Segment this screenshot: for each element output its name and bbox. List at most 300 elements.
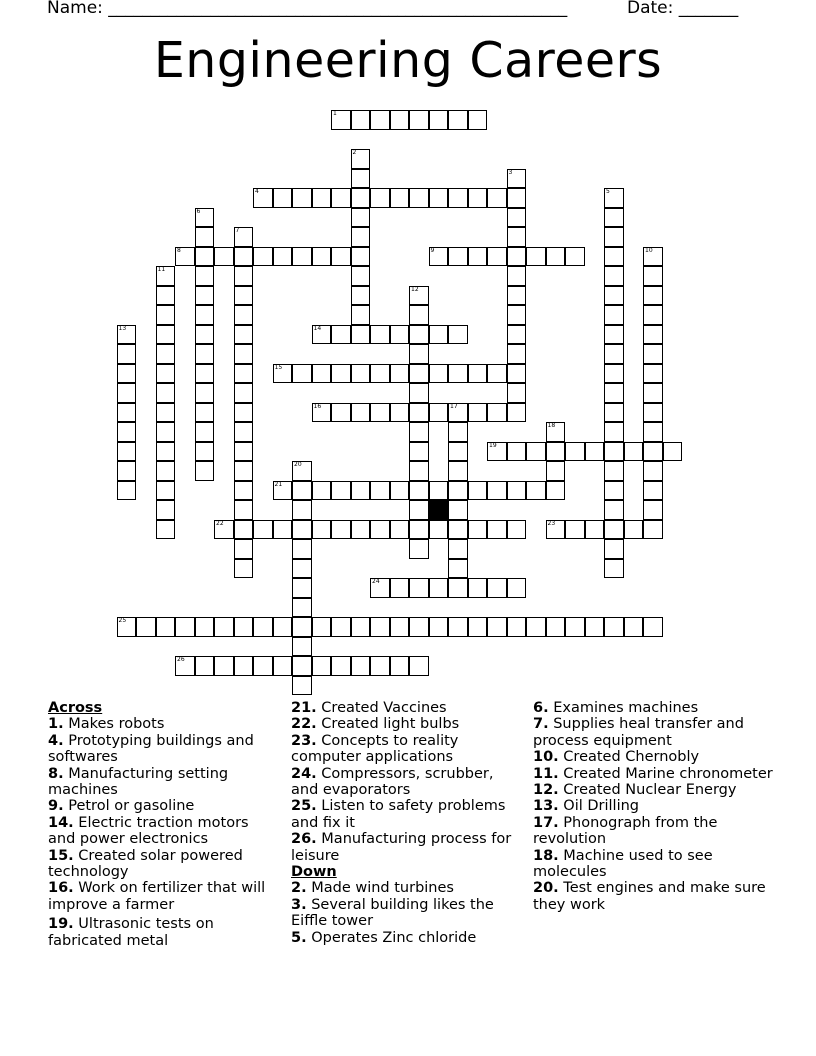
grid-cell[interactable] xyxy=(448,188,468,208)
grid-cell[interactable] xyxy=(585,442,605,462)
grid-cell[interactable] xyxy=(604,500,624,520)
grid-cell[interactable] xyxy=(273,188,293,208)
grid-cell[interactable] xyxy=(604,520,624,540)
grid-cell[interactable] xyxy=(195,208,215,228)
grid-cell[interactable] xyxy=(331,520,351,540)
cell-number: 2 xyxy=(352,149,357,156)
grid-cell[interactable] xyxy=(292,578,312,598)
grid-cell[interactable] xyxy=(604,305,624,325)
grid-cell[interactable] xyxy=(604,422,624,442)
grid-cell[interactable] xyxy=(546,247,566,267)
grid-cell[interactable] xyxy=(507,325,527,345)
grid-cell[interactable] xyxy=(292,188,312,208)
grid-cell[interactable] xyxy=(448,422,468,442)
grid-cell[interactable] xyxy=(487,188,507,208)
grid-cell[interactable] xyxy=(292,617,312,637)
grid-cell[interactable] xyxy=(409,461,429,481)
grid-cell[interactable] xyxy=(312,520,332,540)
grid-cell[interactable] xyxy=(117,422,137,442)
grid-cell[interactable] xyxy=(409,403,429,423)
grid-cell[interactable] xyxy=(565,442,585,462)
grid-cell[interactable] xyxy=(565,247,585,267)
grid-cell[interactable] xyxy=(448,442,468,462)
grid-cell[interactable] xyxy=(234,422,254,442)
grid-cell[interactable] xyxy=(507,481,527,501)
grid-cell[interactable] xyxy=(292,481,312,501)
grid-cell[interactable] xyxy=(429,364,449,384)
grid-cell[interactable] xyxy=(156,500,176,520)
grid-cell[interactable] xyxy=(507,383,527,403)
grid-cell[interactable] xyxy=(351,325,371,345)
grid-cell[interactable] xyxy=(234,539,254,559)
grid-cell[interactable] xyxy=(117,442,137,462)
grid-cell[interactable] xyxy=(643,325,663,345)
grid-cell[interactable] xyxy=(312,364,332,384)
grid-cell[interactable] xyxy=(409,344,429,364)
grid-cell[interactable] xyxy=(643,422,663,442)
grid-cell[interactable] xyxy=(390,110,410,130)
grid-cell[interactable] xyxy=(643,520,663,540)
grid-cell[interactable] xyxy=(526,481,546,501)
grid-cell[interactable] xyxy=(195,656,215,676)
grid-cell[interactable] xyxy=(565,617,585,637)
grid-cell[interactable] xyxy=(468,188,488,208)
grid-cell[interactable] xyxy=(351,247,371,267)
grid-cell[interactable] xyxy=(117,481,137,501)
grid-cell[interactable] xyxy=(409,481,429,501)
grid-cell[interactable] xyxy=(195,617,215,637)
grid-cell[interactable] xyxy=(409,364,429,384)
grid-cell[interactable] xyxy=(156,520,176,540)
grid-cell[interactable] xyxy=(195,305,215,325)
grid-cell[interactable] xyxy=(292,539,312,559)
grid-cell[interactable] xyxy=(390,364,410,384)
grid-cell[interactable] xyxy=(351,188,371,208)
grid-cell[interactable] xyxy=(546,442,566,462)
grid-cell[interactable] xyxy=(214,656,234,676)
grid-cell[interactable] xyxy=(331,403,351,423)
grid-cell[interactable] xyxy=(468,578,488,598)
grid-cell[interactable] xyxy=(643,305,663,325)
grid-cell[interactable] xyxy=(331,110,351,130)
grid-cell[interactable] xyxy=(604,325,624,345)
grid-cell[interactable] xyxy=(253,520,273,540)
grid-cell[interactable] xyxy=(487,247,507,267)
grid-cell[interactable] xyxy=(643,286,663,306)
grid-cell[interactable] xyxy=(643,266,663,286)
grid-cell[interactable] xyxy=(234,305,254,325)
cell-number: 3 xyxy=(508,168,513,176)
grid-cell[interactable] xyxy=(370,656,390,676)
grid-cell[interactable] xyxy=(448,559,468,579)
grid-cell[interactable] xyxy=(351,110,371,130)
grid-cell[interactable] xyxy=(312,325,332,345)
grid-cell[interactable] xyxy=(214,617,234,637)
grid-cell[interactable] xyxy=(156,286,176,306)
grid-cell[interactable] xyxy=(253,656,273,676)
grid-cell[interactable] xyxy=(195,442,215,462)
cell-number: 7 xyxy=(235,227,240,234)
grid-cell[interactable] xyxy=(370,617,390,637)
grid-cell[interactable] xyxy=(195,227,215,247)
grid-cell[interactable] xyxy=(195,286,215,306)
grid-cell[interactable] xyxy=(214,247,234,267)
grid-cell[interactable] xyxy=(585,520,605,540)
grid-cell[interactable] xyxy=(331,188,351,208)
grid-cell[interactable] xyxy=(351,305,371,325)
grid-cell[interactable] xyxy=(429,481,449,501)
grid-cell[interactable] xyxy=(448,403,468,423)
grid-cell[interactable] xyxy=(234,266,254,286)
grid-cell[interactable] xyxy=(448,500,468,520)
grid-cell[interactable] xyxy=(429,325,449,345)
grid-cell[interactable] xyxy=(156,344,176,364)
grid-cell[interactable] xyxy=(195,383,215,403)
grid-cell[interactable] xyxy=(351,266,371,286)
grid-cell[interactable] xyxy=(604,442,624,462)
grid-cell[interactable] xyxy=(604,208,624,228)
grid-cell[interactable] xyxy=(156,266,176,286)
grid-cell[interactable] xyxy=(156,461,176,481)
grid-cell[interactable] xyxy=(175,247,195,267)
grid-cell[interactable] xyxy=(468,403,488,423)
grid-cell[interactable] xyxy=(604,481,624,501)
grid-cell[interactable] xyxy=(487,481,507,501)
grid-cell[interactable] xyxy=(156,364,176,384)
grid-cell[interactable] xyxy=(507,520,527,540)
grid-cell[interactable] xyxy=(351,520,371,540)
grid-cell[interactable] xyxy=(370,110,390,130)
grid-cell[interactable] xyxy=(292,559,312,579)
grid-cell[interactable] xyxy=(507,578,527,598)
grid-cell[interactable] xyxy=(604,383,624,403)
grid-cell[interactable] xyxy=(292,520,312,540)
grid-cell[interactable] xyxy=(370,188,390,208)
grid-cell[interactable] xyxy=(468,481,488,501)
grid-cell[interactable] xyxy=(292,247,312,267)
grid-cell[interactable] xyxy=(234,344,254,364)
grid-cell[interactable] xyxy=(487,617,507,637)
grid-cell[interactable] xyxy=(234,500,254,520)
grid-cell[interactable] xyxy=(507,305,527,325)
grid-cell[interactable] xyxy=(273,617,293,637)
grid-cell[interactable] xyxy=(448,481,468,501)
grid-cell[interactable] xyxy=(448,247,468,267)
grid-cell[interactable] xyxy=(195,325,215,345)
grid-cell[interactable] xyxy=(409,656,429,676)
grid-cell[interactable] xyxy=(643,344,663,364)
grid-cell[interactable] xyxy=(351,403,371,423)
grid-cell[interactable] xyxy=(214,520,234,540)
grid-cell[interactable] xyxy=(546,520,566,540)
grid-cell[interactable] xyxy=(234,559,254,579)
grid-cell[interactable] xyxy=(273,247,293,267)
grid-cell[interactable] xyxy=(351,208,371,228)
grid-cell[interactable] xyxy=(292,598,312,618)
grid-cell[interactable] xyxy=(390,188,410,208)
grid-cell[interactable] xyxy=(409,325,429,345)
grid-cell[interactable] xyxy=(234,461,254,481)
grid-cell[interactable] xyxy=(331,481,351,501)
clue-down-18: 18. Machine used to see molecules xyxy=(533,847,713,881)
grid-cell[interactable] xyxy=(487,442,507,462)
grid-cell[interactable] xyxy=(468,520,488,540)
grid-cell[interactable] xyxy=(156,442,176,462)
grid-cell[interactable] xyxy=(546,617,566,637)
grid-cell[interactable] xyxy=(487,364,507,384)
grid-cell[interactable] xyxy=(195,461,215,481)
grid-cell[interactable] xyxy=(331,325,351,345)
grid-cell[interactable] xyxy=(643,403,663,423)
grid-cell[interactable] xyxy=(312,617,332,637)
grid-cell[interactable] xyxy=(253,617,273,637)
grid-cell[interactable] xyxy=(351,617,371,637)
grid-cell[interactable] xyxy=(351,169,371,189)
grid-cell[interactable] xyxy=(390,656,410,676)
grid-cell[interactable] xyxy=(156,383,176,403)
grid-cell[interactable] xyxy=(624,520,644,540)
grid-cell[interactable] xyxy=(156,403,176,423)
grid-cell[interactable] xyxy=(604,364,624,384)
grid-cell[interactable] xyxy=(234,383,254,403)
grid-cell[interactable] xyxy=(429,247,449,267)
grid-cell[interactable] xyxy=(507,364,527,384)
grid-cell[interactable] xyxy=(604,266,624,286)
grid-cell[interactable] xyxy=(507,227,527,247)
grid-cell[interactable] xyxy=(234,227,254,247)
grid-cell[interactable] xyxy=(429,617,449,637)
grid-cell[interactable] xyxy=(409,383,429,403)
grid-cell[interactable] xyxy=(292,656,312,676)
grid-cell[interactable] xyxy=(117,617,137,637)
grid-cell[interactable] xyxy=(604,403,624,423)
grid-cell[interactable] xyxy=(156,617,176,637)
grid-cell[interactable] xyxy=(234,617,254,637)
grid-cell[interactable] xyxy=(585,617,605,637)
grid-cell[interactable] xyxy=(448,520,468,540)
grid-cell[interactable] xyxy=(234,442,254,462)
grid-cell[interactable] xyxy=(253,188,273,208)
grid-cell[interactable] xyxy=(117,344,137,364)
grid-cell[interactable] xyxy=(604,227,624,247)
grid-cell[interactable] xyxy=(429,520,449,540)
grid-cell[interactable] xyxy=(429,578,449,598)
clue-across-4: 4. Prototyping buildings and softwares xyxy=(48,732,254,766)
grid-cell[interactable] xyxy=(195,247,215,267)
grid-cell[interactable] xyxy=(312,247,332,267)
grid-cell[interactable] xyxy=(409,305,429,325)
grid-cell[interactable] xyxy=(234,247,254,267)
grid-cell[interactable] xyxy=(370,364,390,384)
grid-cell[interactable] xyxy=(331,247,351,267)
grid-cell[interactable] xyxy=(546,481,566,501)
grid-cell[interactable] xyxy=(331,617,351,637)
grid-cell[interactable] xyxy=(643,247,663,267)
grid-cell[interactable] xyxy=(156,422,176,442)
grid-cell[interactable] xyxy=(448,539,468,559)
date-label: Date: xyxy=(627,0,674,18)
grid-cell[interactable] xyxy=(117,461,137,481)
grid-cell[interactable] xyxy=(448,364,468,384)
grid-cell[interactable] xyxy=(234,403,254,423)
grid-cell[interactable] xyxy=(507,617,527,637)
grid-cell[interactable] xyxy=(117,403,137,423)
grid-cell[interactable] xyxy=(429,110,449,130)
grid-cell[interactable] xyxy=(390,325,410,345)
grid-cell[interactable] xyxy=(409,442,429,462)
grid-cell[interactable] xyxy=(468,110,488,130)
grid-cell[interactable] xyxy=(117,364,137,384)
grid-cell[interactable] xyxy=(643,364,663,384)
grid-cell[interactable] xyxy=(175,617,195,637)
grid-cell[interactable] xyxy=(487,578,507,598)
grid-cell[interactable] xyxy=(604,539,624,559)
grid-cell[interactable] xyxy=(409,500,429,520)
grid-cell[interactable] xyxy=(234,364,254,384)
grid-cell[interactable] xyxy=(292,676,312,696)
grid-cell[interactable] xyxy=(292,500,312,520)
grid-cell[interactable] xyxy=(663,442,683,462)
grid-cell[interactable] xyxy=(195,364,215,384)
grid-cell[interactable] xyxy=(448,110,468,130)
grid-cell[interactable] xyxy=(409,110,429,130)
grid-cell[interactable] xyxy=(643,617,663,637)
grid-cell[interactable] xyxy=(604,461,624,481)
grid-cell[interactable] xyxy=(643,500,663,520)
grid-cell[interactable] xyxy=(351,149,371,169)
grid-cell[interactable] xyxy=(273,364,293,384)
grid-cell[interactable] xyxy=(390,403,410,423)
grid-cell[interactable] xyxy=(253,247,273,267)
name-blank[interactable]: ______________________________________________________ xyxy=(108,0,568,18)
grid-cell[interactable] xyxy=(195,266,215,286)
grid-cell[interactable] xyxy=(468,617,488,637)
grid-cell[interactable] xyxy=(312,656,332,676)
grid-cell[interactable] xyxy=(312,403,332,423)
grid-cell[interactable] xyxy=(370,481,390,501)
grid-cell[interactable] xyxy=(468,364,488,384)
grid-cell[interactable] xyxy=(604,617,624,637)
grid-cell[interactable] xyxy=(156,325,176,345)
grid-cell[interactable] xyxy=(507,442,527,462)
grid-cell[interactable] xyxy=(331,364,351,384)
grid-cell[interactable] xyxy=(292,364,312,384)
grid-cell[interactable] xyxy=(565,520,585,540)
grid-cell[interactable] xyxy=(351,286,371,306)
grid-cell[interactable] xyxy=(643,481,663,501)
grid-cell[interactable] xyxy=(643,383,663,403)
grid-cell[interactable] xyxy=(604,188,624,208)
grid-cell[interactable] xyxy=(195,344,215,364)
grid-cell[interactable] xyxy=(234,656,254,676)
grid-cell[interactable] xyxy=(507,403,527,423)
grid-cell[interactable] xyxy=(312,188,332,208)
grid-cell[interactable] xyxy=(409,520,429,540)
grid-cell[interactable] xyxy=(390,617,410,637)
grid-cell[interactable] xyxy=(409,539,429,559)
grid-cell[interactable] xyxy=(117,325,137,345)
grid-cell[interactable] xyxy=(624,617,644,637)
grid-cell[interactable] xyxy=(429,188,449,208)
grid-cell[interactable] xyxy=(448,325,468,345)
grid-cell[interactable] xyxy=(351,481,371,501)
grid-cell[interactable] xyxy=(195,403,215,423)
grid-cell[interactable] xyxy=(507,266,527,286)
grid-cell[interactable] xyxy=(273,520,293,540)
date-blank[interactable]: _______ xyxy=(678,0,739,18)
grid-cell[interactable] xyxy=(136,617,156,637)
grid-cell[interactable] xyxy=(331,656,351,676)
grid-cell[interactable] xyxy=(604,286,624,306)
grid-cell[interactable] xyxy=(507,188,527,208)
grid-cell[interactable] xyxy=(507,169,527,189)
grid-cell[interactable] xyxy=(409,422,429,442)
grid-cell[interactable] xyxy=(390,481,410,501)
grid-cell[interactable] xyxy=(526,247,546,267)
grid-cell[interactable] xyxy=(312,481,332,501)
grid-cell[interactable] xyxy=(526,442,546,462)
grid-cell[interactable] xyxy=(351,227,371,247)
grid-cell[interactable] xyxy=(292,461,312,481)
grid-cell[interactable] xyxy=(526,617,546,637)
grid-cell[interactable] xyxy=(234,481,254,501)
grid-cell[interactable] xyxy=(156,305,176,325)
grid-cell[interactable] xyxy=(546,461,566,481)
grid-cell[interactable] xyxy=(624,442,644,462)
grid-cell[interactable] xyxy=(351,364,371,384)
grid-cell[interactable] xyxy=(429,403,449,423)
grid-cell[interactable] xyxy=(156,481,176,501)
grid-cell[interactable] xyxy=(604,559,624,579)
grid-cell[interactable] xyxy=(117,383,137,403)
grid-cell[interactable] xyxy=(370,520,390,540)
grid-cell[interactable] xyxy=(351,656,371,676)
grid-cell[interactable] xyxy=(468,247,488,267)
grid-cell[interactable] xyxy=(604,247,624,267)
grid-cell[interactable] xyxy=(370,578,390,598)
grid-cell[interactable] xyxy=(643,461,663,481)
grid-cell[interactable] xyxy=(487,403,507,423)
grid-cell[interactable] xyxy=(507,286,527,306)
grid-cell[interactable] xyxy=(409,578,429,598)
grid-cell[interactable] xyxy=(370,403,390,423)
grid-cell[interactable] xyxy=(390,578,410,598)
grid-cell[interactable] xyxy=(507,344,527,364)
grid-cell[interactable] xyxy=(448,617,468,637)
grid-cell[interactable] xyxy=(604,344,624,364)
grid-cell[interactable] xyxy=(487,520,507,540)
grid-cell[interactable] xyxy=(409,286,429,306)
grid-cell[interactable] xyxy=(507,247,527,267)
grid-cell[interactable] xyxy=(370,325,390,345)
grid-cell[interactable] xyxy=(273,481,293,501)
grid-cell[interactable] xyxy=(234,325,254,345)
grid-cell[interactable] xyxy=(643,442,663,462)
grid-cell[interactable] xyxy=(546,422,566,442)
grid-cell[interactable] xyxy=(292,637,312,657)
grid-cell[interactable] xyxy=(409,188,429,208)
grid-cell[interactable] xyxy=(448,578,468,598)
grid-cell[interactable] xyxy=(409,617,429,637)
grid-cell[interactable] xyxy=(448,461,468,481)
grid-cell[interactable] xyxy=(507,208,527,228)
grid-cell[interactable] xyxy=(234,520,254,540)
grid-cell[interactable] xyxy=(195,422,215,442)
grid-cell[interactable] xyxy=(175,656,195,676)
grid-cell[interactable] xyxy=(234,286,254,306)
grid-cell[interactable] xyxy=(390,520,410,540)
grid-cell[interactable] xyxy=(273,656,293,676)
